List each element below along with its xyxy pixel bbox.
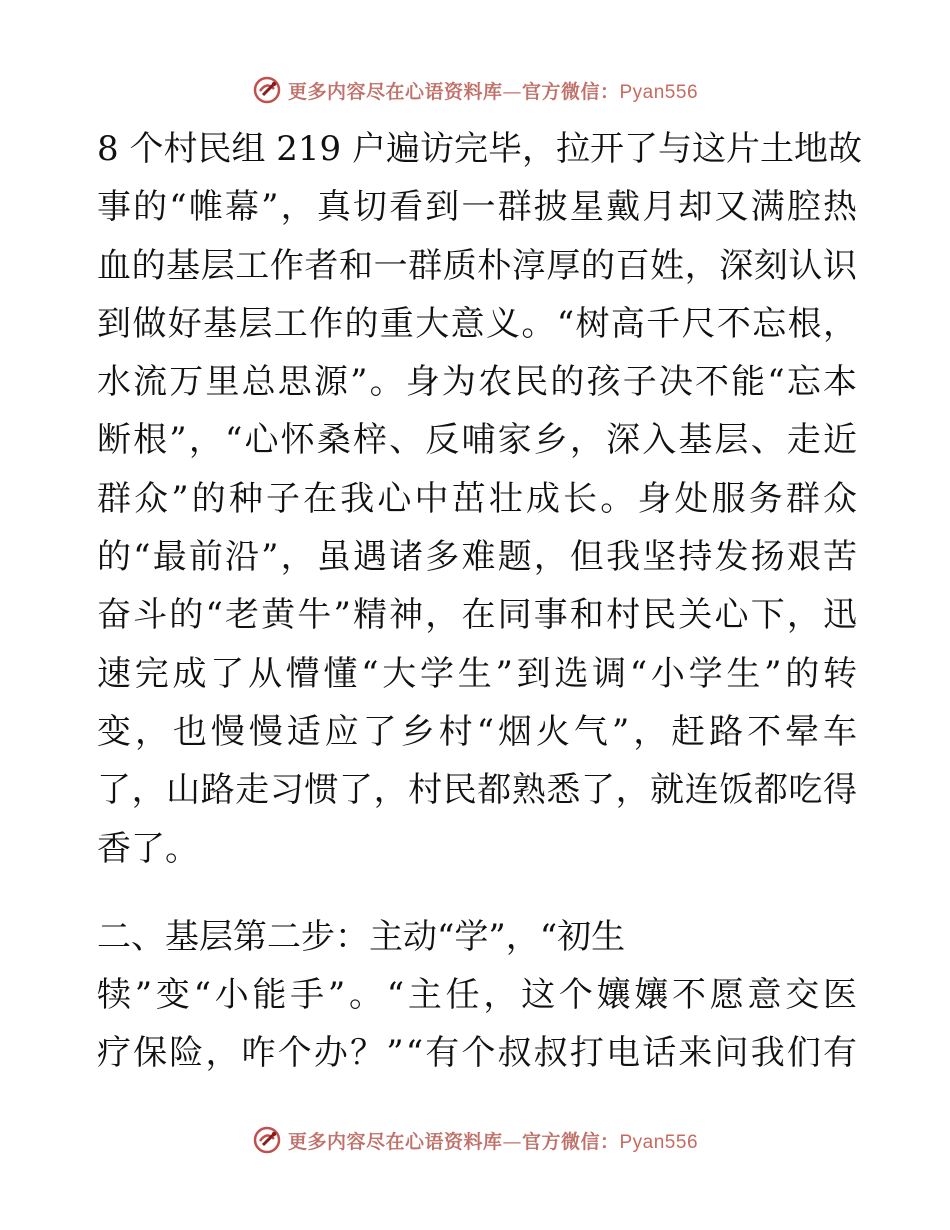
watermark-text: 更多内容尽在心语资料库—官方微信：Pyan556 [287, 1130, 699, 1153]
footer-watermark [0, 1120, 950, 1160]
section-heading: 二、基层第二步：主动“学”，“初生 [97, 916, 626, 957]
text-line: 群众”的种子在我心中茁壮成长。身处服务群众 [97, 478, 861, 519]
text-line: 了，山路走习惯了，村民都熟悉了，就连饭都吃得 [97, 770, 858, 811]
header-watermark [0, 70, 950, 110]
text-line: 疗保险，咋个办？”“有个叔叔打电话来问我们有 [97, 1033, 860, 1074]
text-line: 断根”，“心怀桑梓、反哺家乡，深入基层、走近 [97, 420, 860, 461]
text-line: 的“最前沿”，虽遇诸多难题，但我坚持发扬艰苦 [97, 537, 860, 578]
text-line: 水流万里总思源”。身为农民的孩子决不能“忘本 [97, 362, 860, 403]
text-line: 事的“帷幕”，真切看到一群披星戴月却又满腔热 [97, 187, 860, 228]
brand-logo-icon [252, 75, 282, 105]
text-line: 血的基层工作者和一群质朴淳厚的百姓，深刻认识 [97, 245, 858, 286]
watermark-text: 更多内容尽在心语资料库—官方微信：Pyan556 [287, 80, 699, 103]
text-line: 8 个村民组 219 户遍访完毕，拉开了与这片土地故 [97, 129, 862, 169]
document-body [97, 120, 862, 1083]
text-line: 犊”变“小能手”。“主任，这个孃孃不愿意交医 [97, 975, 861, 1016]
text-line: 变，也慢慢适应了乡村“烟火气”，赶路不晕车 [97, 711, 861, 752]
text-line: 速完成了从懵懂“大学生”到选调“小学生”的转 [97, 653, 861, 694]
text-line: 奋斗的“老黄牛”精神，在同事和村民关心下，迅 [97, 595, 860, 636]
text-line: 到做好基层工作的重大意义。“树高千尺不忘根， [97, 303, 859, 344]
text-line: 香了。 [97, 828, 199, 869]
brand-logo-icon [252, 1125, 282, 1155]
